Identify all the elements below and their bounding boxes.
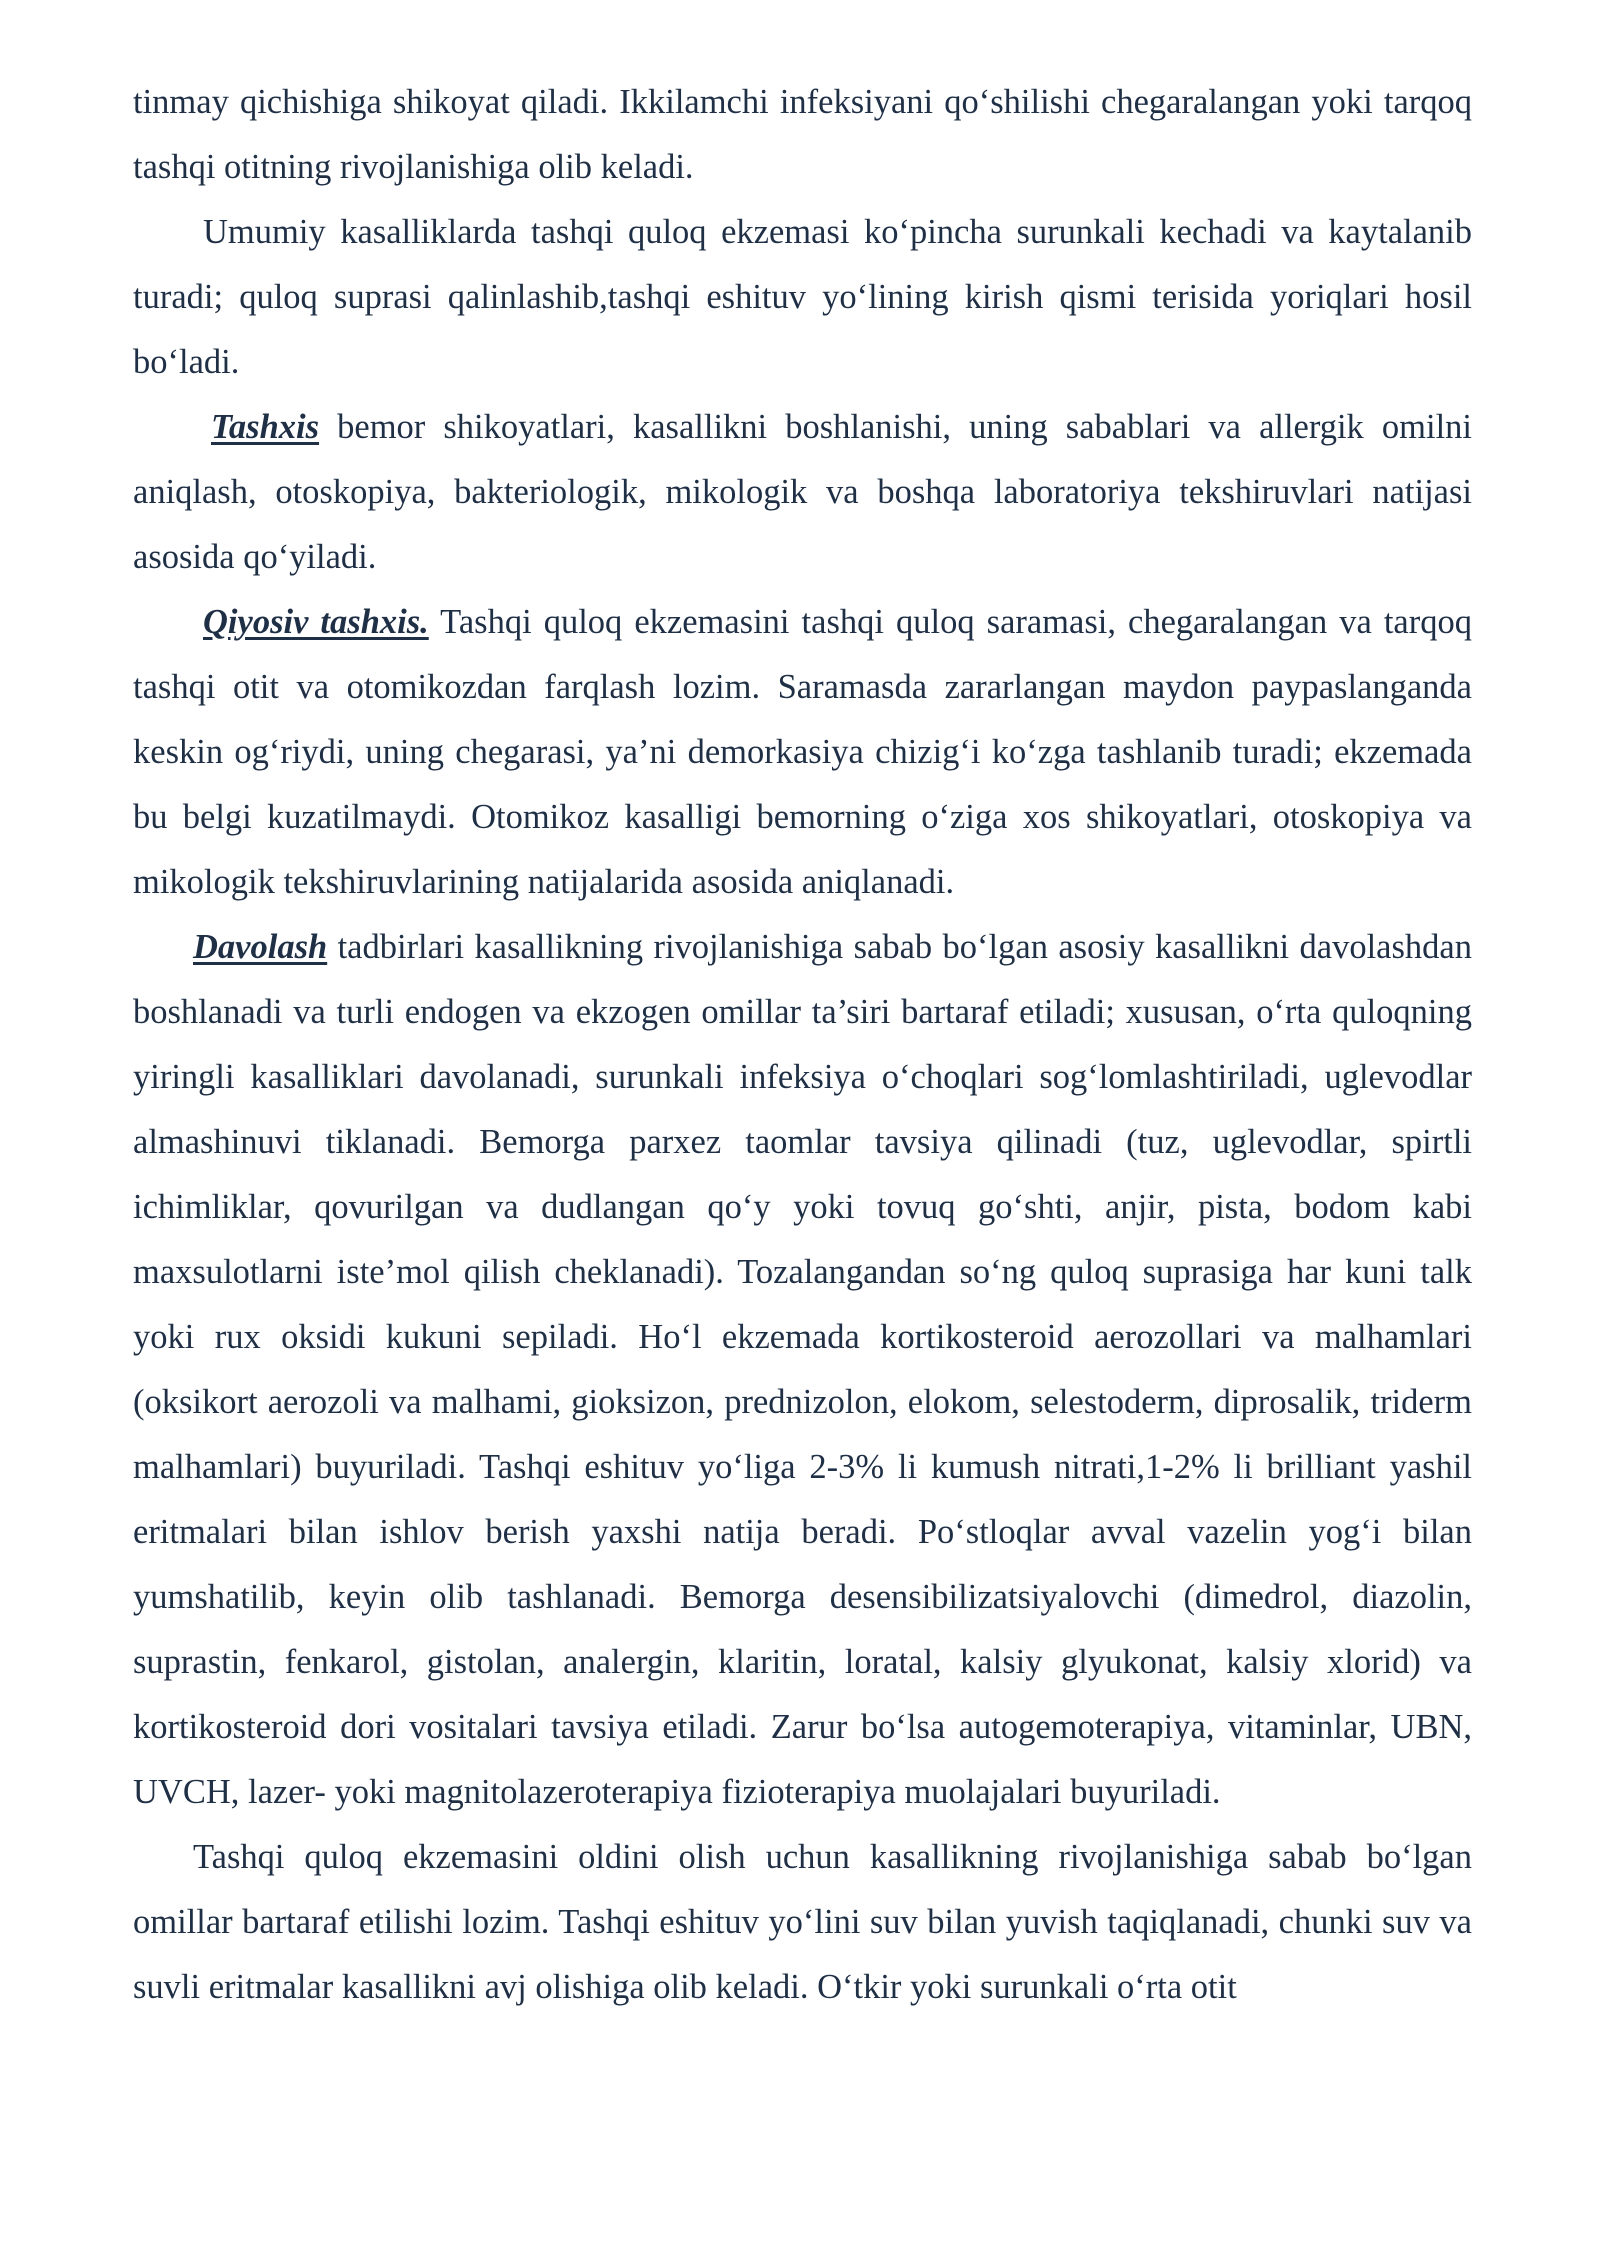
- paragraph-text: bemor shikoyatlari, kasallikni boshlanishi, uning sabablari va allergik omilni aniqlash, otoskopiya, bakteriologik, mikologik va boshqa laboratoriya tekshiruvlari natijasi asosida qo‘yiladi.: [133, 408, 1472, 576]
- term-differential-diagnosis: Qiyosiv tashxis.: [203, 603, 429, 641]
- paragraph-prevention: [133, 1825, 1472, 2020]
- paragraph-treatment: [133, 915, 1472, 1825]
- paragraph-text: tadbirlari kasallikning rivojlanishiga sabab bo‘lgan asosiy kasallikni davolashdan boshlanadi va turli endogen va ekzogen omillar ta’siri bartaraf etiladi; xususan, o‘rta quloqning yiringli kasalliklari davolanadi, surunkali infeksiya o‘choqlari sog‘lomlashtiriladi, uglevodlar almashinuvi tiklanadi. Bemorga parxez taomlar tavsiya qilinadi (tuz, uglevodlar, spirtli ichimliklar, qovurilgan va dudlangan qo‘y yoki tovuq go‘shti, anjir, pista, bodom kabi maxsulotlarni iste’mol qilish cheklanadi). Tozalangandan so‘ng quloq suprasiga har kuni talk yoki rux oksidi kukuni sepiladi. Ho‘l ekzemada kortikosteroid aerozollari va malhamlari (oksikort aerozoli va malhami, gioksizon, prednizolon, elokom, selestoderm, diprosalik, triderm malhamlari) buyuriladi. Tashqi eshituv yo‘liga 2-3% li kumush nitrati,1-2% li brilliant yashil eritmalari bilan ishlov berish yaxshi natija beradi. Po‘stloqlar avval vazelin yog‘i bilan yumshatilib, keyin olib tashlanadi. Bemorga desensibilizatsiyalovchi (dimedrol, diazolin, suprastin, fenkarol, gistolan, analergin, klaritin, loratal, kalsiy glyukonat, kalsiy xlorid) va kortikosteroid dori vositalari tavsiya etiladi. Zarur bo‘lsa autogemoterapiya, vitaminlar, UBN, UVCH, lazer- yoki magnitolazeroterapiya fizioterapiya muolajalari buyuriladi.: [133, 928, 1472, 1811]
- paragraph-continuation: [133, 70, 1472, 200]
- paragraph-text: Umumiy kasalliklarda tashqi quloq ekzemasi ko‘pincha surunkali kechadi va kaytalanib turadi; quloq suprasi qalinlashib,tashqi eshituv yo‘lining kirish qismi terisida yoriqlari hosil bo‘ladi.: [133, 213, 1472, 381]
- paragraph-diagnosis: [133, 395, 1472, 590]
- paragraph-general-diseases: [133, 200, 1472, 395]
- paragraph-text: Tashqi quloq ekzemasini oldini olish uchun kasallikning rivojlanishiga sabab bo‘lgan omillar bartaraf etilishi lozim. Tashqi eshituv yo‘lini suv bilan yuvish taqiqlanadi, chunki suv va suvli eritmalar kasallikni avj olishiga olib keladi. O‘tkir yoki surunkali o‘rta otit: [133, 1838, 1472, 2006]
- paragraph-text: Tashqi quloq ekzemasini tashqi quloq saramasi, chegaralangan va tarqoq tashqi otit va otomikozdan farqlash lozim. Saramasda zararlangan maydon paypaslanganda keskin og‘riydi, uning chegarasi, ya’ni demorkasiya chizig‘i ko‘zga tashlanib turadi; ekzemada bu belgi kuzatilmaydi. Otomikoz kasalligi bemorning o‘ziga xos shikoyatlari, otoskopiya va mikologik tekshiruvlarining natijalarida asosida aniqlanadi.: [133, 603, 1472, 901]
- term-treatment: Davolash: [193, 928, 328, 966]
- paragraph-text: tinmay qichishiga shikoyat qiladi. Ikkilamchi infeksiyani qo‘shilishi chegaralangan yoki tarqoq tashqi otitning rivojlanishiga olib keladi.: [133, 83, 1472, 186]
- paragraph-differential-diagnosis: [133, 590, 1472, 915]
- term-diagnosis: Tashxis: [211, 408, 320, 446]
